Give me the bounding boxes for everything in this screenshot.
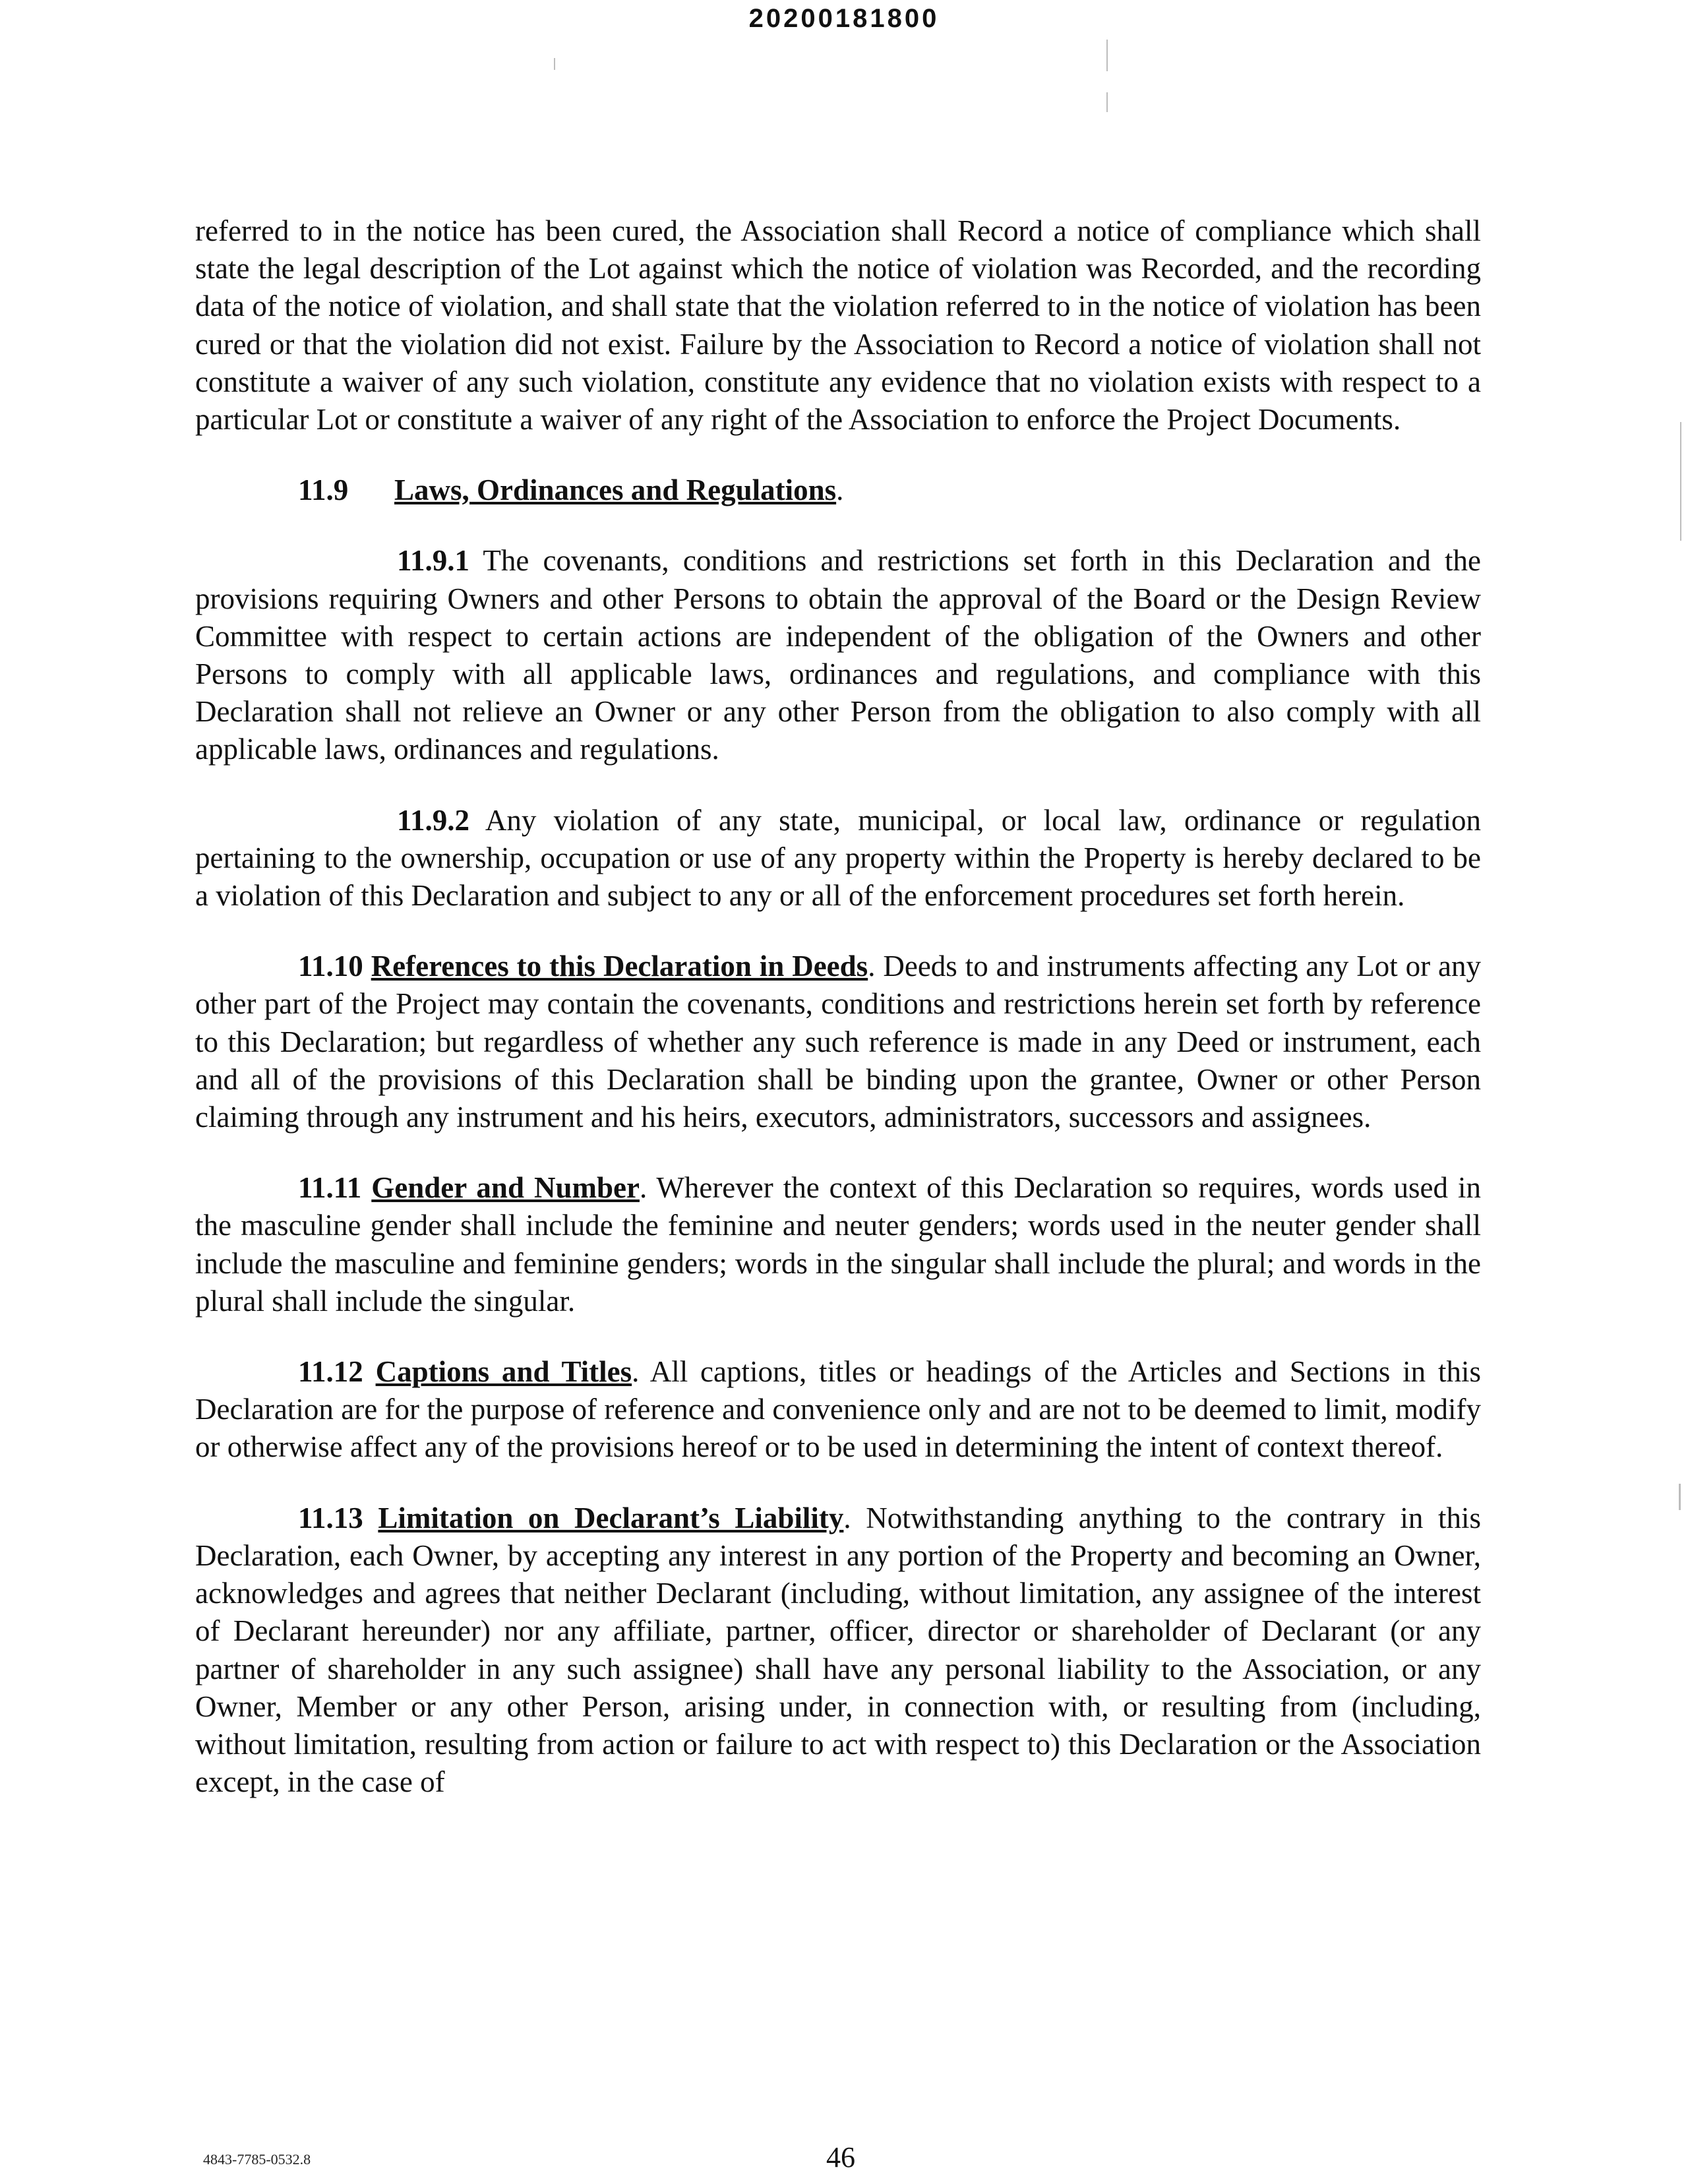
section-title: Laws, Ordinances and Regulations <box>394 473 837 507</box>
section-number: 11.12 <box>298 1355 363 1389</box>
section-11-13 <box>195 1500 1481 1802</box>
recording-number: 20200181800 <box>748 4 940 33</box>
section-11-11 <box>195 1169 1481 1320</box>
scan-artifact <box>1679 1484 1681 1510</box>
section-title-period: . <box>836 473 844 507</box>
continuation-paragraph: referred to in the notice has been cured, the Association shall Record a notice of compliance which shall state the legal description of the Lot against which the notice of violation was Recorded, and the recording data of the notice of violation, and shall state that the violation referred to in the notice of violation has been cured or that the violation did not exist. Failure by the Association to Record a notice of violation shall not constitute a waiver of any such violation, constitute any evidence that no violation exists with respect to a particular Lot or constitute a waiver of any right of the Association to enforce the Project Documents. <box>195 214 1481 437</box>
section-text: . Notwithstanding anything to the contrary in this Declaration, each Owner, by accepting any interest in any portion of the Property and becoming an Owner, acknowledges and agrees that neither Declarant (including, without limitation, any assignee of the interest of Declarant hereunder) nor any affiliate, partner, officer, director or shareholder of Declarant (or any partner of shareholder in any such assignee) shall have any personal liability to the Association, or any Owner, Member or any other Person, arising under, in connection with, or resulting from (including, without limitation, resulting from action or failure to act with respect to) this Declaration or the Association except, in the case of <box>195 1501 1482 1799</box>
section-11-9-1 <box>195 542 1481 768</box>
section-number: 11.10 <box>298 950 363 983</box>
section-11-9-heading <box>195 471 1481 509</box>
scan-artifact <box>1106 40 1108 71</box>
section-number: 11.9 <box>298 473 349 507</box>
section-11-9-2 <box>195 802 1481 915</box>
section-title: References to this Declaration in Deeds <box>371 950 868 983</box>
section-11-12 <box>195 1353 1481 1467</box>
section-text: The covenants, conditions and restrictions set forth in this Declaration and the provisions requiring Owners and other Persons to obtain the approval of the Board or the Design Review Committee with respect to certain actions are independent of the obligation of the Owners and other Persons to comply with all applicable laws, ordinances and regulations, and compliance with this Declaration shall not relieve an Owner or any other Person from the obligation to also comply with all applicable laws, ordinances and regulations. <box>195 544 1481 766</box>
document-body <box>195 212 1481 1834</box>
scan-artifact <box>1680 422 1681 541</box>
section-text: Any violation of any state, municipal, or local law, ordinance or regulation pertaining to the ownership, occupation or use of any property within the Property is hereby declared to be a violation of this Declaration and subject to any or all of the enforcement procedures set forth herein. <box>195 803 1481 913</box>
scan-artifact <box>1106 92 1108 112</box>
page-number: 46 <box>826 2141 855 2173</box>
document-id: 4843-7785-0532.8 <box>203 2151 311 2168</box>
section-text: . Deeds to and instruments affecting any Lot or any other part of the Project may contain the covenants, conditions and restrictions herein set forth by reference to this Declaration; but regardless of whether any such reference is made in any Deed or instrument, each and all of the provisions of this Declaration shall be binding upon the grantee, Owner or other Person claiming through any instrument and his heirs, executors, administrators, successors and assignees. <box>195 950 1481 1134</box>
section-title: Gender and Number <box>371 1171 640 1205</box>
section-number: 11.13 <box>298 1501 363 1534</box>
section-number: 11.11 <box>298 1171 362 1205</box>
section-number: 11.9.2 <box>397 803 470 837</box>
section-title: Limitation on Declarant’s Liability <box>378 1501 844 1534</box>
section-text: . All captions, titles or headings of the Articles and Sections in this Declaration are for the purpose of reference and convenience only and are not to be deemed to limit, modify or otherwise affect any of the provisions hereof or to be used in determining the intent of context thereof. <box>195 1355 1481 1464</box>
section-11-10 <box>195 948 1481 1136</box>
section-text: . Wherever the context of this Declaration so requires, words used in the masculine gender shall include the feminine and neuter genders; words used in the neuter gender shall include the masculine and feminine genders; words in the singular shall include the plural; and words in the plural shall include the singular. <box>195 1171 1482 1318</box>
section-number: 11.9.1 <box>397 544 470 578</box>
scan-artifact <box>554 58 555 70</box>
section-title: Captions and Titles <box>375 1355 632 1389</box>
